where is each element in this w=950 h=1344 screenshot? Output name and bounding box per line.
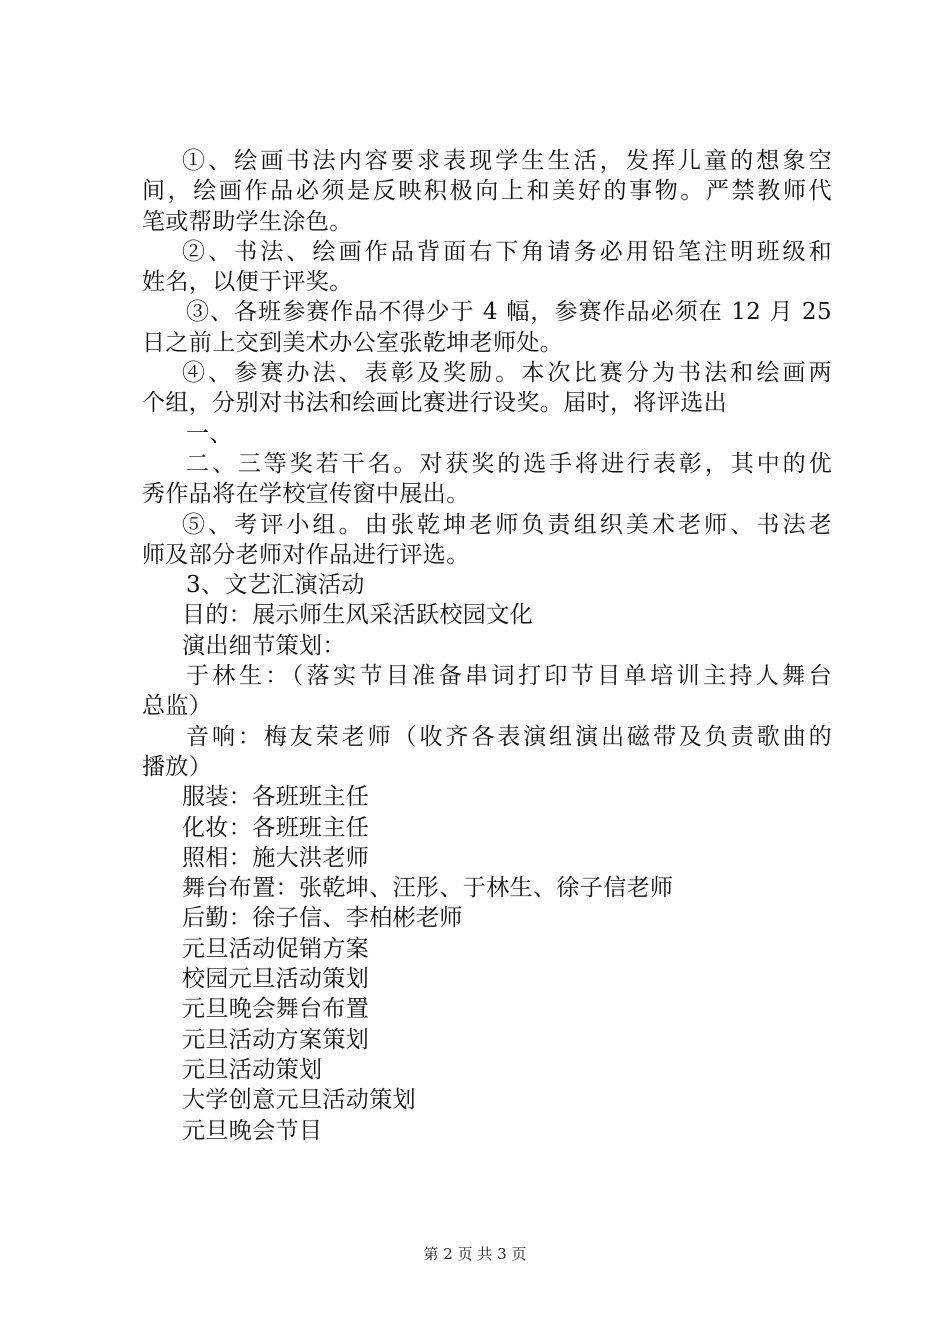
related-title: 元旦晚会节目 <box>182 1117 323 1144</box>
paragraph-line: ②、书法、绘画作品背面右下角请务必用铅笔注明班级和 <box>182 238 832 265</box>
paragraph-line: 照相：施大洪老师 <box>182 844 370 871</box>
related-title: 元旦活动策划 <box>182 1056 323 1083</box>
paragraph-line: 总监） <box>142 693 213 720</box>
related-title: 元旦活动方案策划 <box>182 1026 370 1053</box>
paragraph-line: 目的：展示师生风采活跃校园文化 <box>182 602 533 629</box>
paragraph-line: 于林生：（落实节目准备串词打印节目单培训主持人舞台 <box>186 663 832 690</box>
paragraph-line: 一、 <box>186 420 233 447</box>
document-body <box>142 146 832 1146</box>
paragraph-line: ④、参赛办法、表彰及奖励。本次比赛分为书法和绘画两 <box>182 360 832 387</box>
paragraph-line: 秀作品将在学校宣传窗中展出。 <box>142 481 470 508</box>
paragraph-line: 服装：各班班主任 <box>182 784 370 811</box>
paragraph-line: 化妆：各班班主任 <box>182 814 370 841</box>
paragraph-line: ⑤、考评小组。由张乾坤老师负责组织美术老师、书法老 <box>182 511 832 538</box>
paragraph-line: 日之前上交到美术办公室张乾坤老师处。 <box>142 329 564 356</box>
paragraph-line: 个组，分别对书法和绘画比赛进行设奖。届时，将评选出 <box>142 390 727 417</box>
paragraph-line: 姓名，以便于评奖。 <box>142 269 353 296</box>
page-footer <box>0 1244 950 1264</box>
related-title: 校园元旦活动策划 <box>182 966 370 993</box>
section-heading: 3、文艺汇演活动 <box>186 572 365 599</box>
page-number: 第 2 页 共 3 页 <box>423 1245 527 1263</box>
related-title: 元旦活动促销方案 <box>182 935 370 962</box>
paragraph-line: ③、各班参赛作品不得少于 4 幅，参赛作品必须在 12 月 25 <box>186 299 832 326</box>
related-title: 元旦晚会舞台布置 <box>182 996 370 1023</box>
paragraph-line: 舞台布置：张乾坤、汪彤、于林生、徐子信老师 <box>182 875 674 902</box>
paragraph-line: 师及部分老师对作品进行评选。 <box>142 541 470 568</box>
paragraph-line: 二、三等奖若干名。对获奖的选手将进行表彰，其中的优 <box>186 450 832 477</box>
paragraph-line: 笔或帮助学生涂色。 <box>142 208 353 235</box>
paragraph-line: ①、绘画书法内容要求表现学生生活，发挥儿童的想象空 <box>182 148 832 174</box>
related-title: 大学创意元旦活动策划 <box>182 1087 416 1114</box>
paragraph-line: 播放） <box>142 753 213 780</box>
paragraph-line: 间，绘画作品必须是反映积极向上和美好的事物。严禁教师代 <box>142 178 832 205</box>
paragraph-line: 音响：梅友荣老师（收齐各表演组演出磁带及负责歌曲的 <box>186 723 832 750</box>
paragraph-line: 演出细节策划： <box>182 632 346 659</box>
paragraph-line: 后勤：徐子信、李柏彬老师 <box>182 905 463 932</box>
